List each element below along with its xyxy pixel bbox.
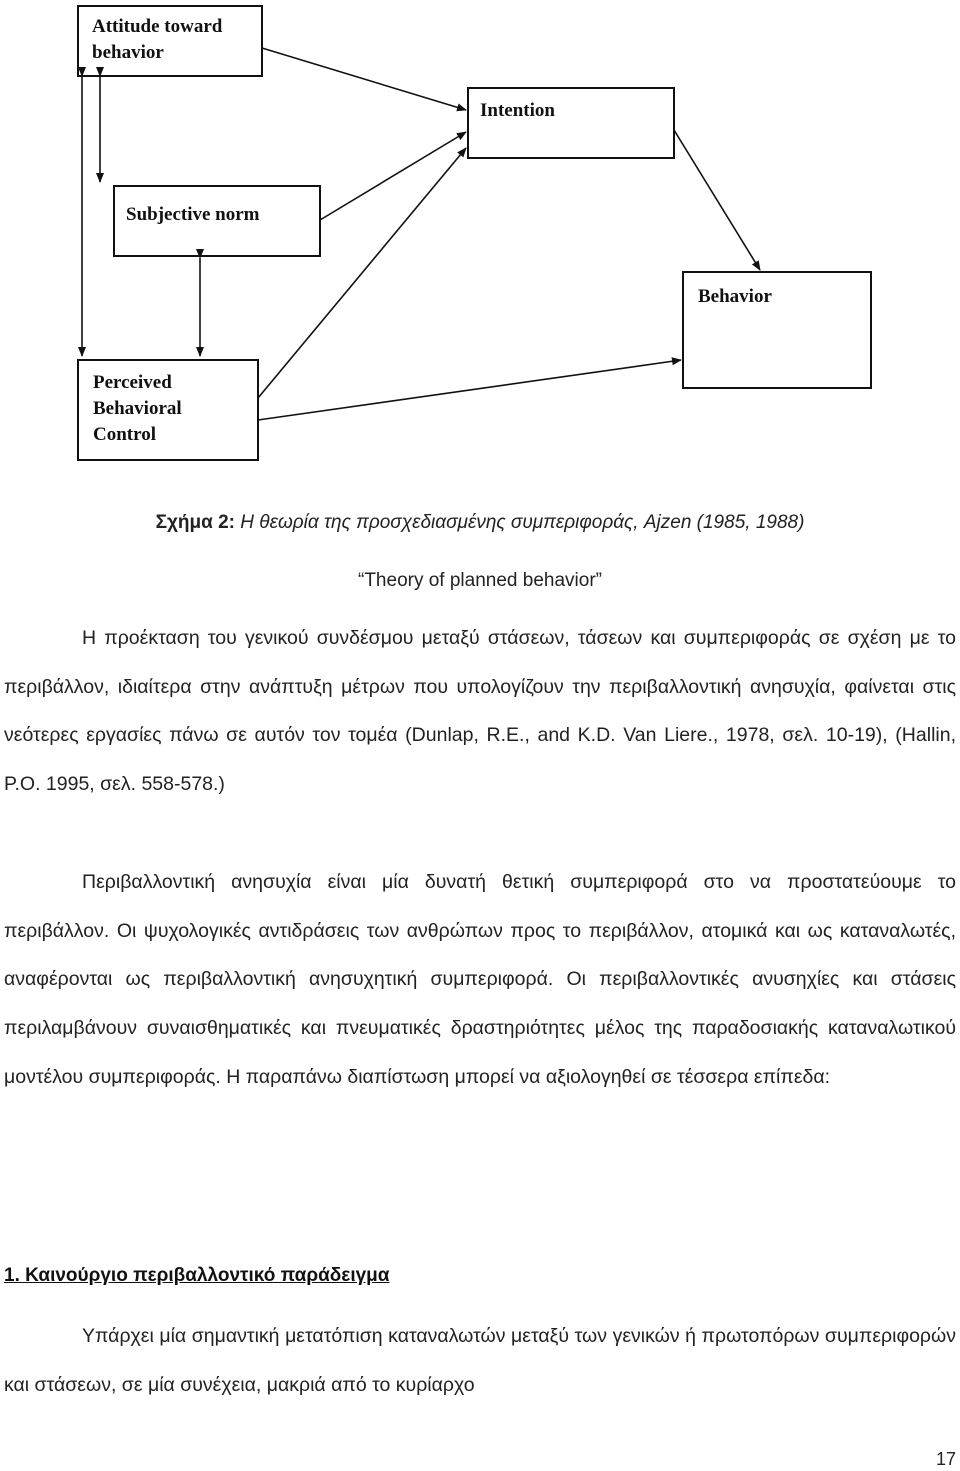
paragraph-1-text: Η προέκταση του γενικού συνδέσμου μεταξύ στάσεων, τάσεων και συμπεριφοράς σε σχέση με το περιβάλλον, ιδιαίτερα στην ανάπτυξη μέτρων που υπολογίζουν την περιβαλλοντική ανησυχία, φαίνεται στις νεότερες εργασίες πάνω σε αυτόν τον τομέα (Dunlap, R.E., and K.D. Van Liere., 1978, σελ. 10-19), (Hallin, P.O. 1995, σελ. 558-578.) bbox=[4, 627, 956, 796]
paragraph-2-text: Περιβαλλοντική ανησυχία είναι μία δυνατή θετική συμπεριφορά στο να προστατεύουμε το περιβάλλον. Οι ψυχολογικές αντιδράσεις των ανθρώπων προς το περιβάλλον, ατομικά και ως καταναλωτές, αναφέρονται ως περιβαλλοντική ανησυχητική συμπεριφορά. Οι περιβαλλοντικές ανυσηχίες και στάσεις περιλαμβάνουν συναισθηματικές και πνευματικές δραστηριότητες μέλος της παραδοσιακής καταναλωτικού μοντέλου συμπεριφοράς. Η παραπάνω διαπίστωση μπορεί να αξιολογηθεί σε τέσσερα επίπεδα: bbox=[4, 871, 956, 1088]
pbc-label-2: Behavioral bbox=[93, 398, 182, 419]
paragraph-1 bbox=[4, 614, 956, 809]
arrow-intention-behavior bbox=[674, 130, 760, 270]
arrow-norm-intention bbox=[320, 132, 466, 220]
caption-label: Σχήμα 2: bbox=[155, 512, 235, 533]
attitude-label-1: Attitude toward bbox=[92, 16, 223, 37]
paragraph-2 bbox=[4, 858, 956, 1102]
caption-text: Η θεωρία της προσχεδιασμένης συμπεριφοράς, Ajzen (1985, 1988) bbox=[240, 512, 805, 533]
figure-subtitle: “Theory of planned behavior” bbox=[358, 570, 602, 591]
section-heading: 1. Καινούργιο περιβαλλοντικό παράδειγμα bbox=[4, 1265, 390, 1286]
tpb-diagram bbox=[0, 0, 960, 470]
figure-caption bbox=[0, 512, 960, 534]
pbc-label-1: Perceived bbox=[93, 372, 172, 393]
pbc-label-3: Control bbox=[93, 424, 156, 445]
intention-label: Intention bbox=[480, 100, 555, 121]
behavior-label: Behavior bbox=[698, 286, 772, 307]
attitude-label-2: behavior bbox=[92, 42, 164, 63]
paragraph-3-text: Υπάρχει μία σημαντική μετατόπιση καταναλωτών μεταξύ των γενικών ή πρωτοπόρων συμπεριφορών και στάσεων, σε μία συνέχεια, μακριά από το κυρίαρχο bbox=[4, 1325, 956, 1396]
intention-box bbox=[468, 88, 674, 158]
arrow-pbc-behavior bbox=[258, 360, 681, 420]
paragraph-3 bbox=[4, 1312, 956, 1409]
page-number: 17 bbox=[935, 1449, 956, 1469]
subjective-norm-label: Subjective norm bbox=[126, 204, 260, 225]
arrow-attitude-intention bbox=[262, 48, 466, 110]
